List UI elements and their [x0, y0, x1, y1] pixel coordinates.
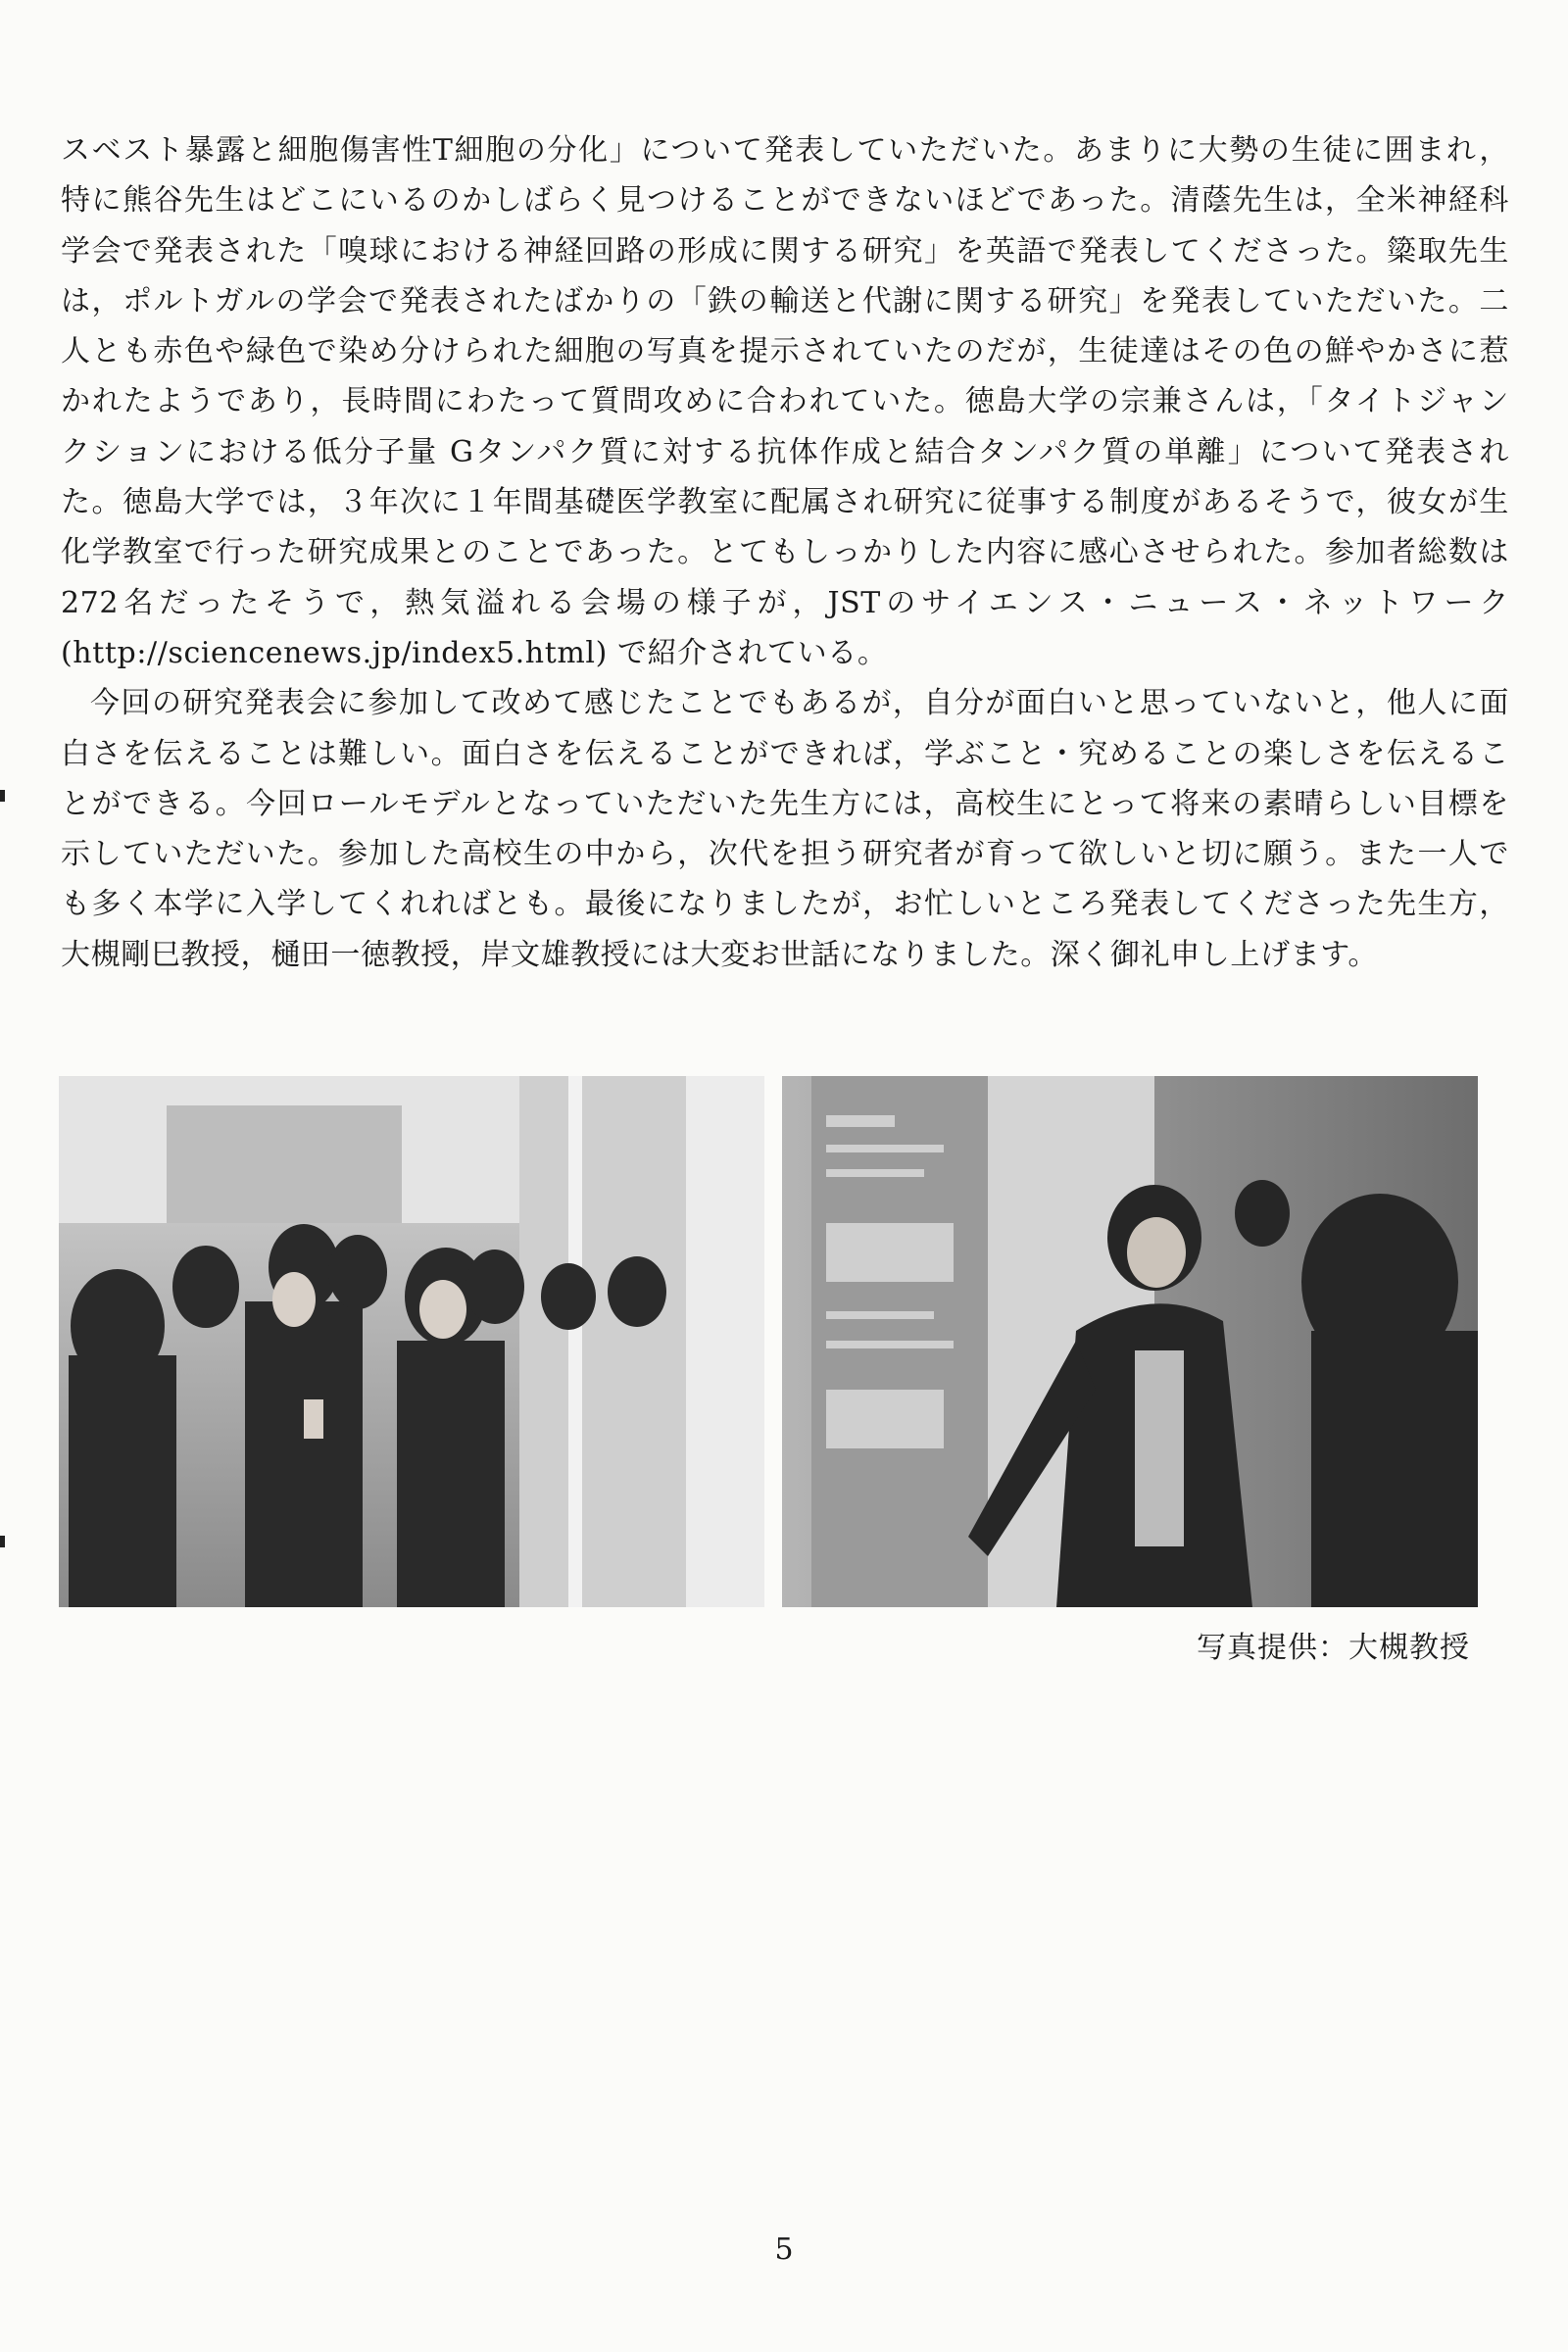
- scan-edge-mark: [0, 1536, 5, 1547]
- text-line: 特に熊谷先生はどこにいるのかしばらく見つけることができないほどであった。清蔭先生は，全米神経科: [61, 183, 1509, 219]
- article-body: [61, 125, 1509, 980]
- text-line: 今回の研究発表会に参加して改めて感じたことでもあるが，自分が面白いと思っていないと，他人に面: [90, 686, 1509, 721]
- crowd-photo-illustration: [59, 1076, 764, 1607]
- text-line: クションにおける低分子量 Gタンパク質に対する抗体作成と結合タンパク質の単離」について発表され: [61, 434, 1509, 469]
- text-line: (http://sciencenews.jp/index5.html) で紹介されている。: [61, 635, 888, 670]
- text-line: 272名だったそうで，熱気溢れる会場の様子が，JSTのサイエンス・ニュース・ネットワーク: [61, 585, 1509, 620]
- paragraph-1: [61, 125, 1509, 678]
- page-number: 5: [774, 2232, 794, 2267]
- text-line: 学会で発表された「嗅球における神経回路の形成に関する研究」を英語で発表してくださった。簗取先生: [61, 233, 1509, 269]
- event-photo-crowd: [59, 1076, 764, 1607]
- photo-caption: 写真提供：大槻教授: [1197, 1631, 1470, 1665]
- paragraph-2: [61, 678, 1509, 980]
- text-line: は，ポルトガルの学会で発表されたばかりの「鉄の輸送と代謝に関する研究」を発表していただいた。二: [61, 283, 1509, 318]
- event-photo-presenter: [782, 1076, 1478, 1607]
- text-line: 化学教室で行った研究成果とのことであった。とてもしっかりした内容に感心させられた。参加者総数は: [61, 535, 1509, 570]
- scan-edge-mark: [0, 790, 5, 802]
- text-line: も多く本学に入学してくれればとも。最後になりましたが，お忙しいところ発表してくださった先生方，: [61, 887, 1509, 922]
- text-line: とができる。今回ロールモデルとなっていただいた先生方には，高校生にとって将来の素晴らしい目標を: [61, 786, 1509, 821]
- text-line: 人とも赤色や緑色で染め分けられた細胞の写真を提示されていたのだが，生徒達はその色の鮮やかさに惹: [61, 334, 1509, 369]
- text-line: スベスト暴露と細胞傷害性T細胞の分化」について発表していただいた。あまりに大勢の生徒に囲まれ，: [61, 133, 1509, 168]
- text-line: た。徳島大学では，３年次に１年間基礎医学教室に配属され研究に従事する制度があるそうで，彼女が生: [61, 485, 1509, 520]
- presenter-photo-illustration: [782, 1076, 1478, 1607]
- text-line: 白さを伝えることは難しい。面白さを伝えることができれば，学ぶこと・究めることの楽しさを伝えるこ: [61, 736, 1509, 771]
- text-line: 大槻剛巳教授，樋田一徳教授，岸文雄教授には大変お世話になりました。深く御礼申し上げます。: [61, 937, 1378, 972]
- text-line: 示していただいた。参加した高校生の中から，次代を担う研究者が育って欲しいと切に願う。また一人で: [61, 837, 1509, 872]
- text-line: かれたようであり，長時間にわたって質問攻めに合われていた。徳島大学の宗兼さんは，「タイトジャン: [61, 384, 1509, 419]
